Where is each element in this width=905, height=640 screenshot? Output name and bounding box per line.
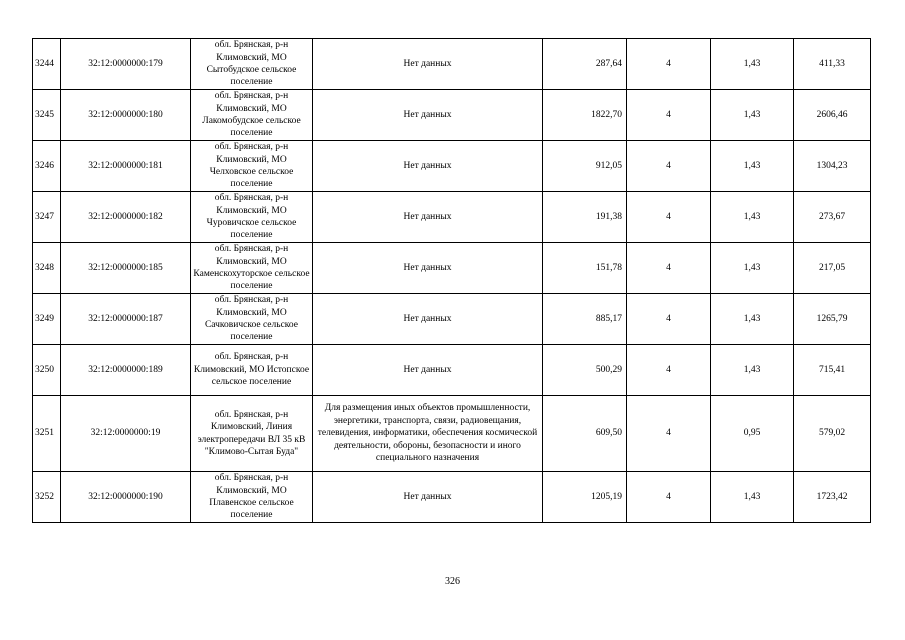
permitted-use: Нет данных <box>313 192 543 243</box>
row-number: 3250 <box>33 345 61 396</box>
cadastral-number: 32:12:0000000:189 <box>61 345 191 396</box>
table-row <box>33 90 871 141</box>
cadastral-number: 32:12:0000000:179 <box>61 39 191 90</box>
specific-value-coefficient: 1,43 <box>711 90 794 141</box>
address: обл. Брянская, р-н Климовский, Линия электропередачи ВЛ 35 кВ "Климово-Сытая Буда" <box>191 396 313 472</box>
address: обл. Брянская, р-н Климовский, МО Челховское сельское поселение <box>191 141 313 192</box>
specific-value-coefficient: 1,43 <box>711 141 794 192</box>
area: 191,38 <box>543 192 627 243</box>
specific-value-coefficient: 0,95 <box>711 396 794 472</box>
permitted-use: Для размещения иных объектов промышленности, энергетики, транспорта, связи, радиовещания, телевидения, информатики, обеспечения космической деятельности, обороны, безопасности и иного специального назначения <box>313 396 543 472</box>
cadastral-value: 1723,42 <box>794 472 871 523</box>
page-number: 326 <box>445 576 460 587</box>
group-number: 4 <box>627 472 711 523</box>
table-row <box>33 294 871 345</box>
row-number: 3247 <box>33 192 61 243</box>
specific-value-coefficient: 1,43 <box>711 192 794 243</box>
cadastral-number: 32:12:0000000:187 <box>61 294 191 345</box>
group-number: 4 <box>627 396 711 472</box>
permitted-use: Нет данных <box>313 141 543 192</box>
specific-value-coefficient: 1,43 <box>711 472 794 523</box>
address: обл. Брянская, р-н Климовский, МО Каменскохуторское сельское поселение <box>191 243 313 294</box>
group-number: 4 <box>627 243 711 294</box>
row-number: 3248 <box>33 243 61 294</box>
area: 609,50 <box>543 396 627 472</box>
cadastral-number: 32:12:0000000:185 <box>61 243 191 294</box>
address: обл. Брянская, р-н Климовский, МО Сытобудское сельское поселение <box>191 39 313 90</box>
permitted-use: Нет данных <box>313 243 543 294</box>
address: обл. Брянская, р-н Климовский, МО Плавенское сельское поселение <box>191 472 313 523</box>
specific-value-coefficient: 1,43 <box>711 294 794 345</box>
cadastral-value: 411,33 <box>794 39 871 90</box>
row-number: 3251 <box>33 396 61 472</box>
group-number: 4 <box>627 39 711 90</box>
area: 1822,70 <box>543 90 627 141</box>
table-row <box>33 472 871 523</box>
cadastral-number: 32:12:0000000:182 <box>61 192 191 243</box>
area: 1205,19 <box>543 472 627 523</box>
cadastral-number: 32:12:0000000:19 <box>61 396 191 472</box>
cadastral-value: 1304,23 <box>794 141 871 192</box>
area: 151,78 <box>543 243 627 294</box>
permitted-use: Нет данных <box>313 472 543 523</box>
table-row <box>33 39 871 90</box>
address: обл. Брянская, р-н Климовский, МО Истопское сельское поселение <box>191 345 313 396</box>
cadastral-value: 1265,79 <box>794 294 871 345</box>
specific-value-coefficient: 1,43 <box>711 39 794 90</box>
permitted-use: Нет данных <box>313 39 543 90</box>
address: обл. Брянская, р-н Климовский, МО Лакомобудское сельское поселение <box>191 90 313 141</box>
row-number: 3245 <box>33 90 61 141</box>
table-row <box>33 141 871 192</box>
cadastral-number: 32:12:0000000:190 <box>61 472 191 523</box>
area: 287,64 <box>543 39 627 90</box>
address: обл. Брянская, р-н Климовский, МО Чуровичское сельское поселение <box>191 192 313 243</box>
cadastral-value: 273,67 <box>794 192 871 243</box>
row-number: 3252 <box>33 472 61 523</box>
cadastral-value: 217,05 <box>794 243 871 294</box>
area: 912,05 <box>543 141 627 192</box>
permitted-use: Нет данных <box>313 294 543 345</box>
group-number: 4 <box>627 141 711 192</box>
area: 885,17 <box>543 294 627 345</box>
group-number: 4 <box>627 294 711 345</box>
cadastral-value-table <box>32 38 871 523</box>
table-row <box>33 345 871 396</box>
group-number: 4 <box>627 192 711 243</box>
table-row <box>33 192 871 243</box>
cadastral-number: 32:12:0000000:180 <box>61 90 191 141</box>
area: 500,29 <box>543 345 627 396</box>
address: обл. Брянская, р-н Климовский, МО Сачковичское сельское поселение <box>191 294 313 345</box>
group-number: 4 <box>627 90 711 141</box>
cadastral-value: 715,41 <box>794 345 871 396</box>
cadastral-value: 2606,46 <box>794 90 871 141</box>
row-number: 3244 <box>33 39 61 90</box>
group-number: 4 <box>627 345 711 396</box>
specific-value-coefficient: 1,43 <box>711 345 794 396</box>
table-row <box>33 396 871 472</box>
specific-value-coefficient: 1,43 <box>711 243 794 294</box>
permitted-use: Нет данных <box>313 345 543 396</box>
cadastral-number: 32:12:0000000:181 <box>61 141 191 192</box>
table-row <box>33 243 871 294</box>
cadastral-value: 579,02 <box>794 396 871 472</box>
row-number: 3246 <box>33 141 61 192</box>
row-number: 3249 <box>33 294 61 345</box>
permitted-use: Нет данных <box>313 90 543 141</box>
